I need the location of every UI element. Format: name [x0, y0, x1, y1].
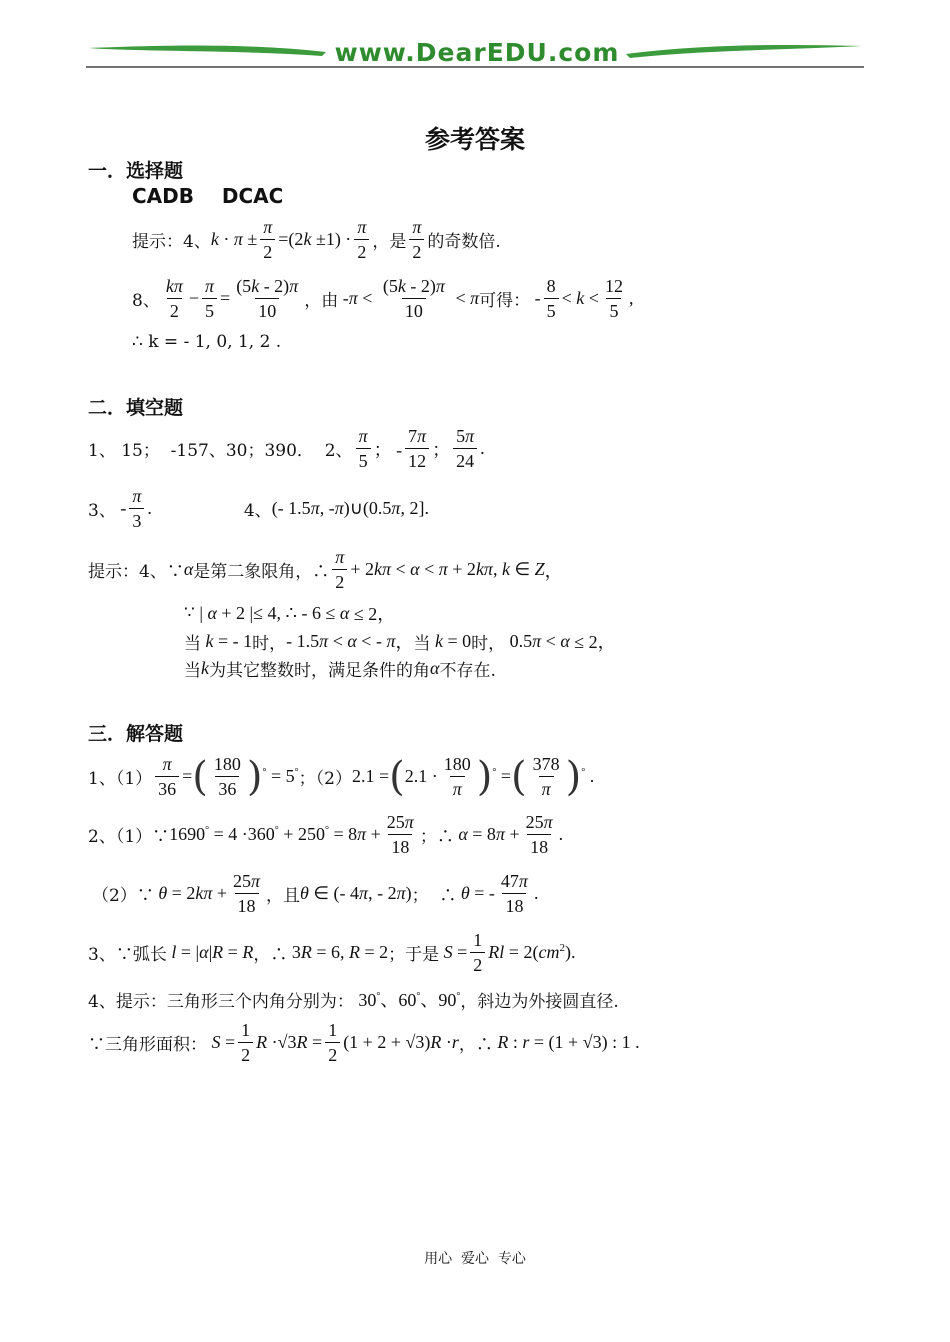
page-title: 参考答案: [424, 125, 525, 154]
solve-q2-1: 2、（1）∵ 1690° = 4 ·360° + 250° = 8 π + $\frac{25\pi}{18}$ ；∴ α = 8 π + $\frac{25\pi}{18}$ .: [88, 812, 564, 857]
fill-line-1: 1、 15； -157、30；390． 2、 $\frac{\pi}{5}$ ； - $\frac{7\pi}{12}$ ； $\frac{5\pi}{24}$ .: [88, 426, 485, 471]
site-logo-text: www.DearEDU.com: [334, 38, 620, 67]
item-8: 8、 $\frac{k\pi}{2}$ − $\frac{\pi}{5}$ = $\frac{(5k - 2)\pi}{10}$ ，由 - π < $\frac{(5k - 2)\pi}{10}$ < π 可得： - $\frac{8}{5}$ < k < $\frac{12}{5}$ ,: [132, 276, 634, 321]
section-heading-1: 一．选择题: [88, 160, 184, 182]
fill-hint-2: ∵ | α + 2 |≤ 4, ∴ - 6 ≤ α ≤ 2，: [184, 602, 396, 624]
hint-4: 提示：4、 k · π ± $\frac{\pi}{2}$ =(2 k ±1) · $\frac{\pi}{2}$ ，是 $\frac{\pi}{2}$ 的奇数倍.: [132, 217, 501, 262]
section-heading-2: 二．填空题: [88, 397, 184, 419]
solve-q4-2: ∵三角形面积： S = $\frac{1}{2}$ R ·√3 R = $\frac{1}{2}$ (1 + 2 + √3) R · r ，∴ R : r = (1 + √3) : 1 .: [88, 1020, 640, 1065]
fill-hint-1: 提示：4、∵ α 是第二象限角，∴ $\frac{\pi}{2}$ + 2 kπ < α < π + 2 kπ , k ∈ Z ，: [88, 547, 563, 592]
fill-hint-3: 当 k = - 1 时， - 1.5 π < α < - π ， 当 k = 0 时， 0.5 π < α ≤ 2，: [184, 630, 616, 654]
solve-q2-2: （2）∵ θ = 2 kπ + $\frac{25\pi}{18}$ ，且 θ ∈ (- 4 π , - 2 π ) ； ∴ θ = - $\frac{47\pi}{18}$ .: [92, 871, 539, 916]
choice-answers: CADB DCAC: [132, 184, 284, 208]
k-result: ∴ k = - 1, 0, 1, 2 .: [132, 332, 282, 352]
fill-line-3: 3、 - $\frac{\pi}{3}$ . 4、 (- 1.5 π , - π )∪(0.5 π , 2].: [88, 486, 429, 531]
section-heading-3: 三．解答题: [88, 723, 184, 745]
solve-q1: 1、（1） $\frac{\pi}{36}$ = ( $\frac{180}{36}$ ) ° = 5° ；（2） 2.1 = ( 2.1 · $\frac{180}{\pi}$ ) ° = ( $\frac{378}{\pi}$ ) ° .: [88, 753, 595, 800]
solve-q3: 3、∵弧长 l = | α | R = R ，∴ 3 R = 6, R = 2 ；于是 S = $\frac{1}{2}$ Rl = 2( cm $^2$).: [88, 930, 576, 975]
fill-hint-4: 当 k 为其它整数时，满足条件的角 α 不存在.: [184, 658, 496, 681]
page-footer: 用心 爱心 专心: [424, 1251, 526, 1267]
solve-q4-1: 4、提示：三角形三个内角分别为： 30°、60°、90° ，斜边为外接圆直径.: [88, 990, 619, 1012]
